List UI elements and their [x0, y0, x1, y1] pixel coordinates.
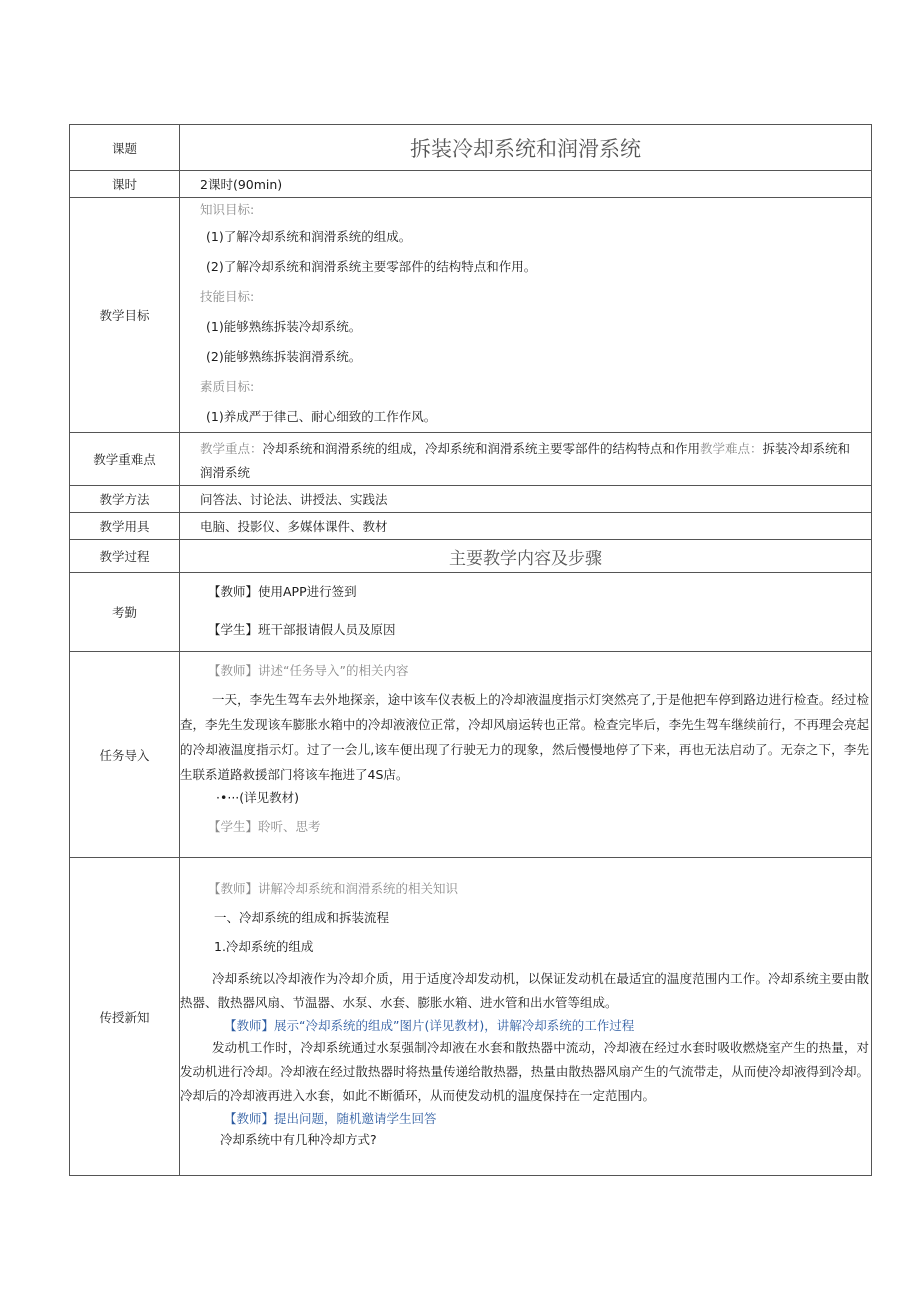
paragraph-1: 冷却系统以冷却液作为冷却介质，用于适度冷却发动机，以保证发动机在最适宜的温度范围内工作。冷却系统主要由散热器、散热器风扇、节温器、水泵、水套、膨胀水箱、进水管和出水管等组成。 — [180, 971, 869, 1010]
attendance-row — [70, 573, 872, 652]
tools-label: 教学用具 — [70, 513, 180, 540]
topic-title: 拆装冷却系统和润滑系统 — [180, 125, 872, 171]
knowledge-item: (2)了解冷却系统和润滑系统主要零部件的结构特点和作用。 — [206, 259, 537, 274]
tools-row — [70, 513, 872, 540]
skill-item: (1)能够熟练拆装冷却系统。 — [206, 319, 362, 334]
topic-label: 课题 — [70, 125, 180, 171]
process-header-row — [70, 540, 872, 573]
task-ellipsis: ·•···(详见教材) — [216, 790, 300, 805]
attendance-teacher: 【教师】使用APP进行签到 — [208, 584, 357, 599]
teacher-ask: 【教师】提出问题，随机邀请学生回答 — [224, 1111, 437, 1126]
sub-heading: 1.冷却系统的组成 — [214, 939, 314, 954]
quality-item: (1)养成严于律己、耐心细致的工作作风。 — [206, 409, 437, 424]
quality-title: 素质目标: — [200, 379, 255, 394]
skill-item: (2)能够熟练拆装润滑系统。 — [206, 349, 362, 364]
methods-row — [70, 486, 872, 513]
knowledge-title: 知识目标: — [200, 202, 255, 217]
attendance-label: 考勤 — [70, 573, 180, 652]
objectives-label: 教学目标 — [70, 198, 180, 433]
task-story: 一天，李先生驾车去外地探亲，途中该车仪表板上的冷却液温度指示灯突然亮了,于是他把车停到路边进行检查。经过检查，李先生发现该车膨胀水箱中的冷却液液位正常，冷却风扇运转也正常。检查完毕后，李先生驾车继续前行，不再理会亮起的冷却液温度指示灯。过了一会儿,该车便出现了行驶无力的现象，然后慢慢地停了下来，再也无法启动了。无奈之下，李先生联系道路救援部门将该车拖进了4S店。 — [180, 692, 869, 782]
methods-label: 教学方法 — [70, 486, 180, 513]
section-heading: 一、冷却系统的组成和拆装流程 — [214, 910, 390, 925]
knowledge-item: (1)了解冷却系统和润滑系统的组成。 — [206, 229, 412, 244]
paragraph-2: 发动机工作时，冷却系统通过水泵强制冷却液在水套和散热器中流动，冷却液在经过水套时吸收燃烧室产生的热量，对发动机进行冷却。冷却液在经过散热器时将热量传递给散热器，热量由散热器风扇产生的气流带走，从而使冷却液得到冷却。冷却后的冷却液再进入水套，如此不断循环，从而使发动机的温度保持在一定范围内。 — [180, 1040, 869, 1103]
key-points-label: 教学重难点 — [70, 433, 180, 486]
objectives-row — [70, 198, 872, 433]
question-text: 冷却系统中有几种冷却方式? — [220, 1132, 377, 1147]
process-header-right: 主要教学内容及步骤 — [180, 540, 872, 573]
task-teacher: 【教师】讲述“任务导入”的相关内容 — [208, 663, 409, 678]
tools-value: 电脑、投影仪、多媒体课件、教材 — [200, 518, 388, 534]
hours-label: 课时 — [70, 171, 180, 198]
process-header-left: 教学过程 — [70, 540, 180, 573]
methods-value: 问答法、讨论法、讲授法、实践法 — [200, 491, 388, 507]
new-knowledge-label: 传授新知 — [70, 858, 180, 1176]
new-knowledge-row — [70, 858, 872, 1176]
difficulty-prefix: 教学难点： — [700, 441, 763, 456]
hours-value: 2课时(90min) — [200, 176, 283, 192]
knowledge-teacher-intro: 【教师】讲解冷却系统和润滑系统的相关知识 — [208, 881, 459, 896]
attendance-student: 【学生】班干部报请假人员及原因 — [208, 622, 396, 637]
teacher-show: 【教师】展示“冷却系统的组成”图片(详见教材)，讲解冷却系统的工作过程 — [224, 1018, 635, 1033]
topic-row — [70, 125, 872, 171]
task-intro-label: 任务导入 — [70, 652, 180, 858]
lesson-plan-table — [69, 124, 872, 1176]
key-points-row — [70, 433, 872, 486]
hours-row — [70, 171, 872, 198]
difficulty-text: 拆装冷却系统和润滑系统 — [200, 441, 851, 480]
task-intro-row — [70, 652, 872, 858]
key-prefix: 教学重点： — [200, 441, 263, 456]
skill-title: 技能目标: — [200, 289, 255, 304]
task-student: 【学生】聆听、思考 — [208, 819, 321, 834]
key-text: 冷却系统和润滑系统的组成，冷却系统和润滑系统主要零部件的结构特点和作用 — [262, 441, 701, 456]
